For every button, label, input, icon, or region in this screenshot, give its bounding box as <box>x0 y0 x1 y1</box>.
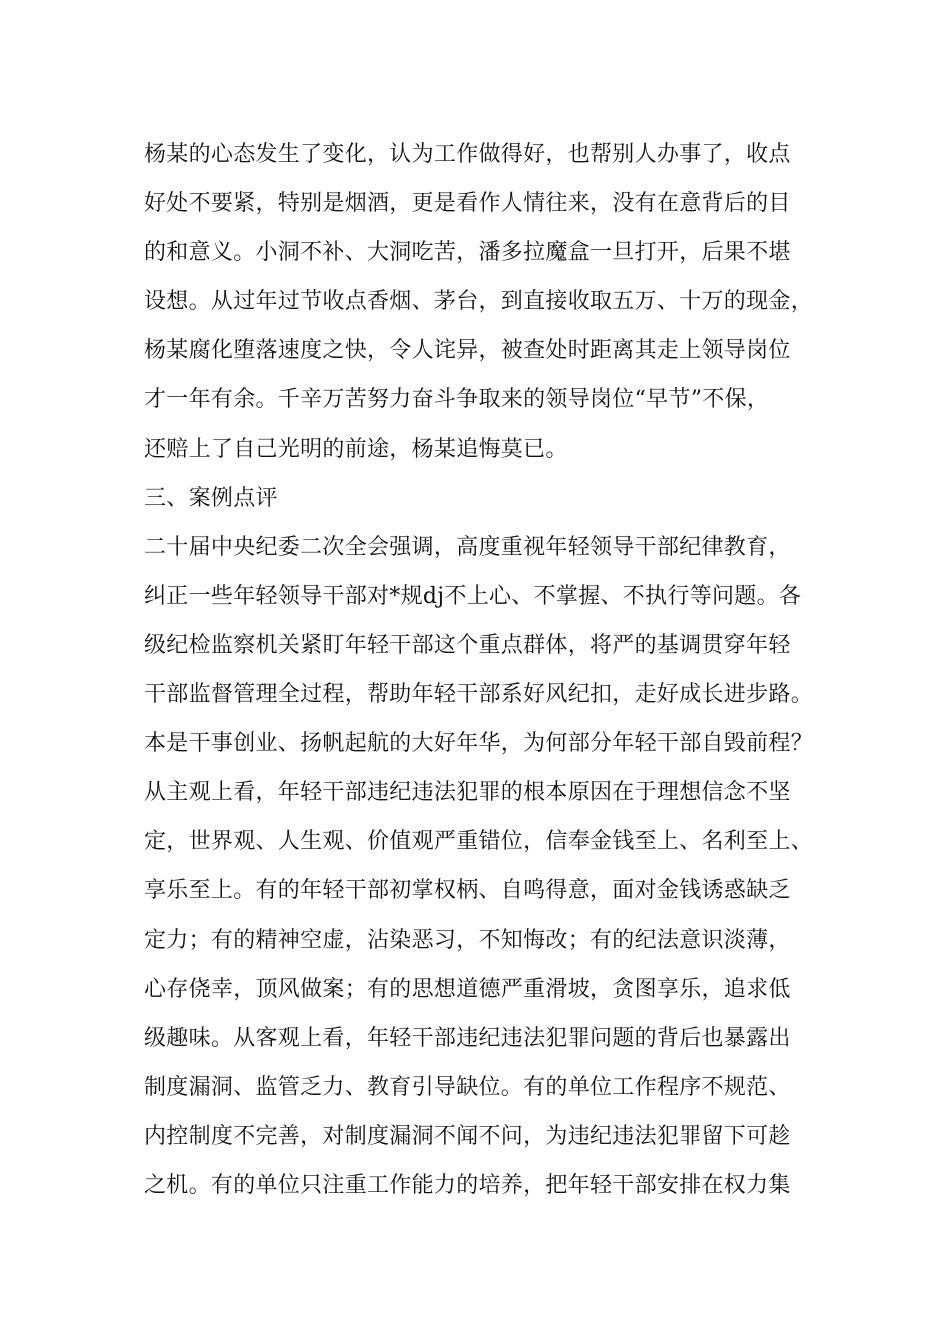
document-body <box>144 130 834 1210</box>
text-line: 享乐至上。有的年轻干部初掌权柄、自鸣得意，面对金钱诱惑缺乏 <box>144 878 791 904</box>
text-line: 才一年有余。千辛万苦努力奋斗争取来的领导岗位“早节”不保， <box>144 387 770 413</box>
text-line: 级趣味。从客观上看，年轻干部违纪违法犯罪问题的背后也暴露出 <box>144 1025 791 1051</box>
text-line: 还赔上了自己光明的前途，杨某追悔莫已。 <box>144 436 568 462</box>
text-line: 定，世界观、人生观、价值观严重错位，信奉金钱至上、名利至上、 <box>144 829 814 855</box>
text-line: 级纪检监察机关紧盯年轻干部这个重点群体，将严的基调贯穿年轻 <box>144 632 791 658</box>
text-line: 从主观上看，年轻干部违纪违法犯罪的根本原因在于理想信念不坚 <box>144 780 791 806</box>
text-line: 定力；有的精神空虚，沾染恶习，不知悔改；有的纪法意识淡薄， <box>144 927 791 953</box>
text-line: 本是干事创业、扬帆起航的大好年华，为何部分年轻干部自毁前程？ <box>144 731 814 757</box>
text-line: 杨某腐化堕落速度之快，令人诧异，被查处时距离其走上领导岗位 <box>144 338 791 364</box>
text-line: 好处不要紧，特别是烟酒，更是看作人情往来，没有在意背后的目 <box>144 191 791 217</box>
section-heading: 三、案例点评 <box>144 485 278 511</box>
text-line: 制度漏洞、监管乏力、教育引导缺位。有的单位工作程序不规范、 <box>144 1074 791 1100</box>
text-line: 纠正一些年轻领导干部对*规dj不上心、不掌握、不执行等问题。各 <box>144 583 802 609</box>
text-line: 干部监督管理全过程，帮助年轻干部系好风纪扣，走好成长进步路。 <box>144 682 814 708</box>
text-line: 心存侥幸，顶风做案；有的思想道德严重滑坡，贪图享乐，追求低 <box>144 976 791 1002</box>
text-line: 之机。有的单位只注重工作能力的培养，把年轻干部安排在权力集 <box>144 1172 791 1198</box>
text-line: 二十届中央纪委二次全会强调，高度重视年轻领导干部纪律教育， <box>144 534 791 560</box>
text-line: 设想。从过年过节收点香烟、茅台，到直接收取五万、十万的现金， <box>144 289 814 315</box>
text-line: 的和意义。小洞不补、大洞吃苦，潘多拉魔盒一旦打开，后果不堪 <box>144 240 791 266</box>
text-line: 杨某的心态发生了变化，认为工作做得好，也帮别人办事了，收点 <box>144 142 791 167</box>
text-line: 内控制度不完善，对制度漏洞不闻不问，为违纪违法犯罪留下可趁 <box>144 1123 791 1149</box>
